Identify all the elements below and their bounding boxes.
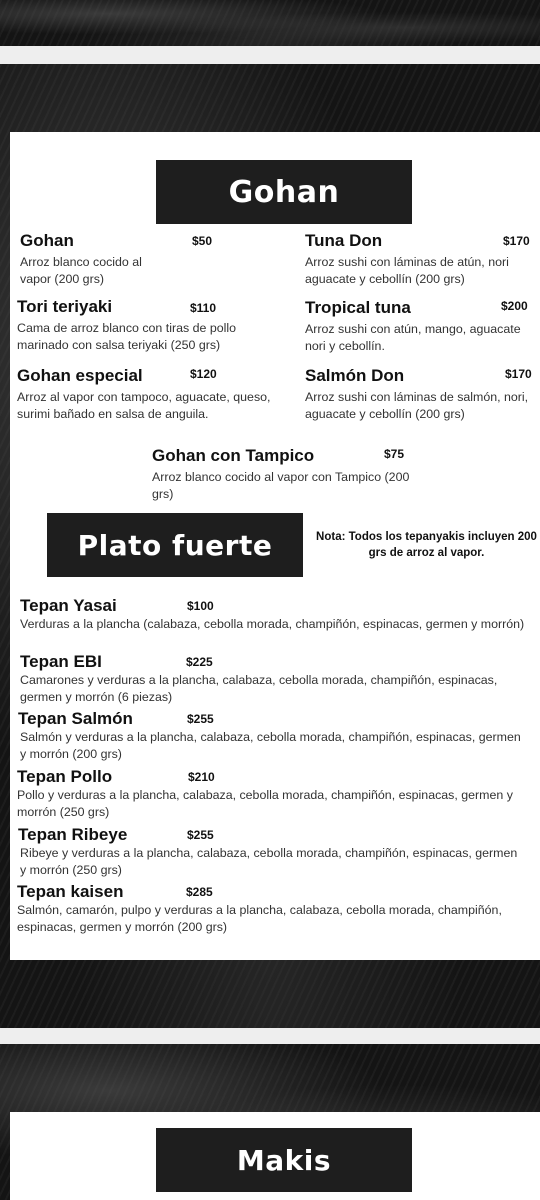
menu-item-gohan-especial	[17, 366, 302, 423]
item-name: Gohan con Tampico	[152, 446, 315, 465]
item-desc: Arroz sushi con láminas de atún, nori aguacate y cebollín (200 grs)	[305, 255, 509, 286]
menu-item-tepan-pollo	[17, 767, 540, 821]
menu-item-salmon-don	[305, 366, 540, 423]
item-name: Tepan EBI	[20, 652, 102, 671]
menu-item-tori-teriyaki	[17, 297, 287, 354]
item-desc: Verduras a la plancha (calabaza, cebolla morada, champiñón, espinacas, germen y morrón)	[20, 617, 525, 631]
item-price: $255	[187, 828, 214, 842]
menu-item-tepan-yasai	[20, 596, 540, 633]
item-desc: Salmón, camarón, pulpo y verduras a la plancha, calabaza, cebolla morada, champiñón, espinacas, germen y morrón (200 grs)	[17, 903, 502, 934]
item-price: $170	[505, 367, 532, 381]
top-texture-strip	[0, 0, 540, 46]
menu-item-gohan	[20, 231, 220, 288]
item-price: $210	[188, 770, 215, 784]
item-price: $255	[187, 712, 214, 726]
item-name: Gohan	[20, 231, 74, 250]
item-price: $225	[186, 655, 213, 669]
item-price: $170	[503, 234, 530, 248]
menu-item-gohan-con-tampico	[152, 446, 417, 503]
item-desc: Salmón y verduras a la plancha, calabaza, cebolla morada, champiñón, espinacas, germen y morrón (200 grs)	[20, 730, 521, 761]
item-price: $100	[187, 599, 214, 613]
menu-item-tepan-salmon	[18, 709, 540, 763]
item-name: Tuna Don	[305, 231, 383, 250]
item-price: $75	[384, 447, 405, 461]
item-desc: Pollo y verduras a la plancha, calabaza, cebolla morada, champiñón, espinacas, germen y morrón (250 grs)	[17, 788, 513, 819]
rice-note: Nota: Todos los tepanyakis incluyen 200 grs de arroz al vapor.	[316, 531, 537, 559]
item-price: $50	[192, 234, 213, 248]
item-desc: Cama de arroz blanco con tiras de pollo marinado con salsa teriyaki (250 grs)	[17, 321, 237, 352]
item-price: $120	[190, 367, 217, 381]
item-name: Tepan kaisen	[17, 882, 124, 901]
gohan-section-title: Gohan	[156, 160, 412, 224]
item-name: Tori teriyaki	[17, 297, 113, 316]
menu-item-tropical-tuna	[305, 298, 540, 355]
menu-item-tepan-kaisen	[17, 882, 540, 936]
menu-item-tepan-ebi	[20, 652, 540, 706]
item-desc: Arroz blanco cocido al vapor con Tampico (200 grs)	[152, 470, 410, 501]
item-desc: Arroz sushi con atún, mango, aguacate nori y cebollín.	[305, 322, 521, 353]
item-desc: Arroz al vapor con tampoco, aguacate, queso, surimi bañado en salsa de anguila.	[17, 390, 271, 421]
item-price: $110	[190, 301, 217, 315]
item-desc: Arroz blanco cocido al vapor (200 grs)	[20, 255, 142, 286]
menu-item-tepan-ribeye	[18, 825, 540, 879]
item-name: Tepan Ribeye	[18, 825, 128, 844]
item-name: Tepan Yasai	[20, 596, 117, 615]
item-name: Salmón Don	[305, 366, 405, 385]
item-price: $200	[501, 299, 528, 313]
item-name: Tepan Salmón	[18, 709, 133, 728]
menu-item-tuna-don	[305, 231, 540, 288]
item-name: Gohan especial	[17, 366, 143, 385]
item-name: Tepan Pollo	[17, 767, 113, 786]
makis-section-title: Makis	[156, 1128, 412, 1192]
item-price: $285	[186, 885, 213, 899]
item-name: Tropical tuna	[305, 298, 411, 317]
item-desc: Ribeye y verduras a la plancha, calabaza, cebolla morada, champiñón, espinacas, germen y morrón (250 grs)	[20, 846, 518, 877]
item-desc: Arroz sushi con láminas de salmón, nori, aguacate y cebollín (200 grs)	[305, 390, 529, 421]
plato-fuerte-section-title: Plato fuerte	[47, 513, 303, 577]
item-desc: Camarones y verduras a la plancha, calabaza, cebolla morada, champiñón, espinacas, germen y morrón (6 piezas)	[20, 673, 498, 704]
